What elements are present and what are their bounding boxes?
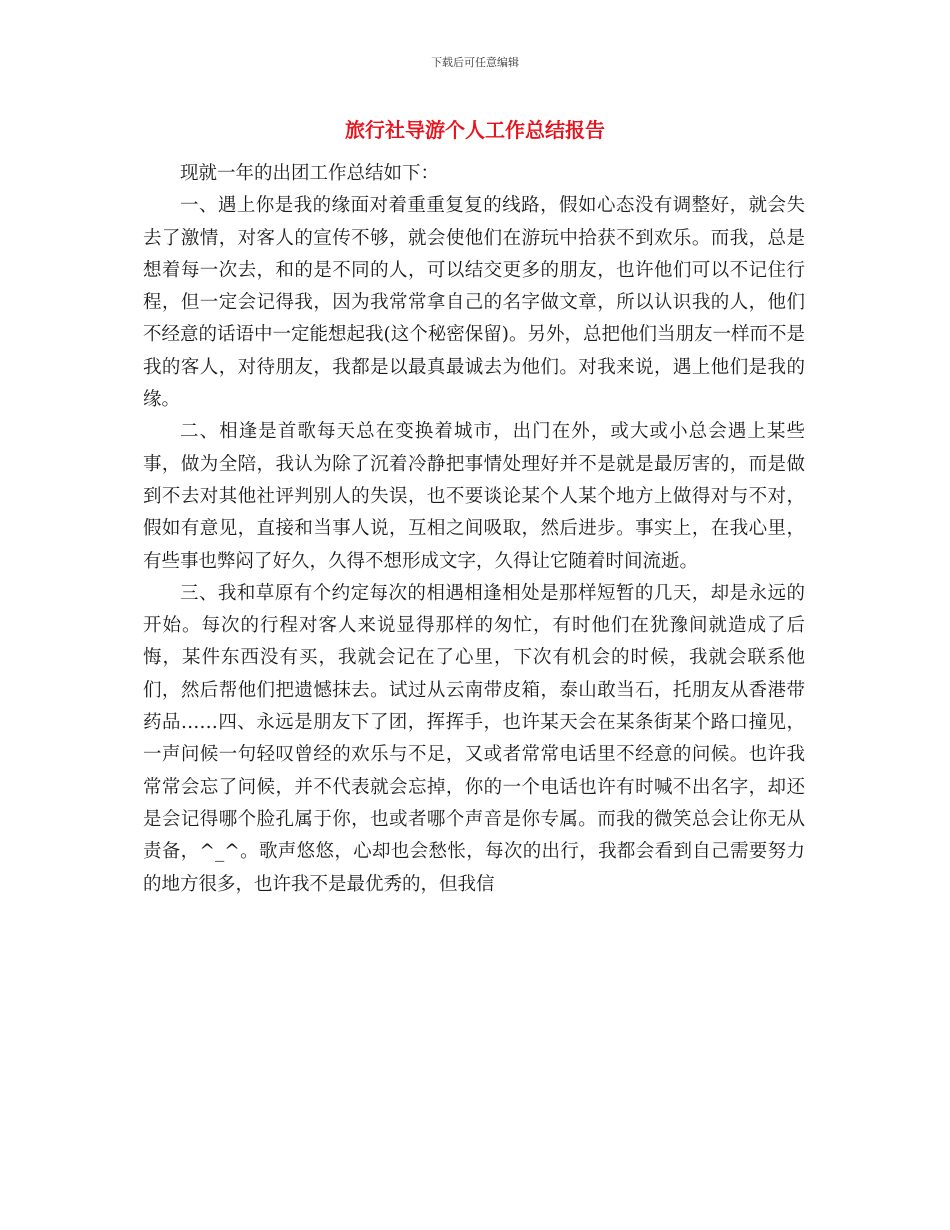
document-body (143, 158, 805, 901)
page-title: 旅行社导游个人工作总结报告 (345, 118, 605, 142)
header-note: 下载后可任意编辑 (431, 56, 519, 69)
paragraph-section-3: 三、我和草原有个约定每次的相遇相逢相处是那样短暂的几天，却是永远的开始。每次的行程对客人来说显得那样的匆忙，有时他们在犹豫间就造成了后悔，某件东西没有买，我就会记在了心里，下次有机会的时候，我就会联系他们，然后帮他们把遗憾抹去。试过从云南带皮箱，泰山敢当石，托朋友从香港带药品……四、永远是朋友下了团，挥挥手，也许某天会在某条街某个路口撞见，一声问候一句轻叹曾经的欢乐与不足，又或者常常电话里不经意的问候。也许我常常会忘了问候，并不代表就会忘掉，你的一个电话也许有时喊不出名字，却还是会记得哪个脸孔属于你，也或者哪个声音是你专属。而我的微笑总会让你无从责备，^_^。歌声悠悠，心却也会愁怅，每次的出行，我都会看到自己需要努力的地方很多，也许我不是最优秀的，但我信 (143, 582, 805, 895)
paragraph-section-2: 二、相逢是首歌每天总在变换着城市，出门在外，或大或小总会遇上某些事，做为全陪，我认为除了沉着冷静把事情处理好并不是就是最厉害的，而是做到不去对其他社评判别人的失误，也不要谈论某个人某个地方上做得对与不对，假如有意见，直接和当事人说，互相之间吸取，然后进步。事实上，在我心里，有些事也弊闷了好久，久得不想形成文字，久得让它随着时间流逝。 (143, 421, 805, 572)
paragraph-section-1: 一、遇上你是我的缘面对着重重复复的线路，假如心态没有调整好，就会失去了激情，对客人的宣传不够，就会使他们在游玩中拾获不到欢乐。而我，总是想着每一次去，和的是不同的人，可以结交更多的朋友，也许他们可以不记住行程，但一定会记得我，因为我常常拿自己的名字做文章，所以认识我的人，他们不经意的话语中一定能想起我(这个秘密保留)。另外，总把他们当朋友一样而不是我的客人，对待朋友，我都是以最真最诚去为他们。对我来说，遇上他们是我的缘。 (143, 195, 805, 411)
paragraph-intro: 现就一年的出团工作总结如下： (180, 163, 440, 184)
